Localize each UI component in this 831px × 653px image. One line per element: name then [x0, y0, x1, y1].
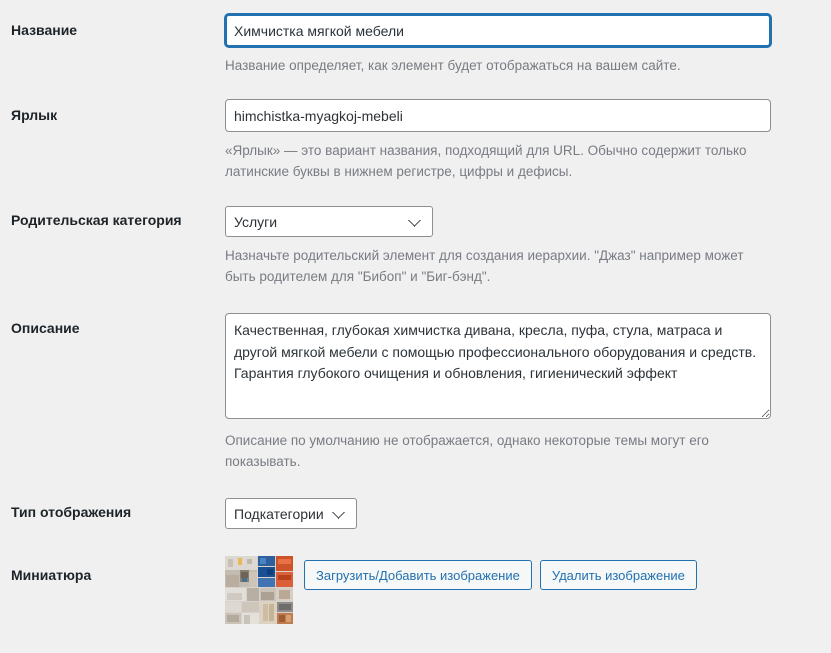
description-label-cell — [0, 313, 225, 339]
thumbnail-actions — [304, 556, 697, 590]
field-row-display-type — [0, 498, 831, 529]
title-label: Название — [11, 22, 78, 38]
parent-label-cell — [0, 206, 225, 231]
display-type-label: Тип отображения — [11, 504, 132, 520]
thumbnail-label-cell — [0, 556, 225, 586]
description-field-cell — [225, 313, 831, 473]
remove-image-button[interactable]: Удалить изображение — [540, 560, 697, 590]
slug-input[interactable] — [225, 99, 771, 132]
title-input[interactable] — [225, 14, 771, 47]
parent-field-cell — [225, 206, 831, 288]
thumbnail-field-cell — [225, 556, 831, 624]
display-type-label-cell — [0, 498, 225, 523]
title-label-cell — [0, 14, 225, 41]
slug-label: Ярлык — [11, 107, 58, 123]
thumbnail-image — [225, 556, 293, 624]
thumbnail-label: Миниатюра — [11, 567, 92, 583]
thumbnail-row — [225, 556, 771, 624]
field-row-parent — [0, 206, 831, 288]
description-help-text: Описание по умолчанию не отображается, однако некоторые темы могут его показывать. — [225, 433, 709, 469]
field-row-thumbnail — [0, 556, 831, 624]
description-label: Описание — [11, 320, 80, 336]
slug-help-text: «Ярлык» — это вариант названия, подходящий для URL. Обычно содержит только латинские буквы в нижнем регистре, цифры и дефисы. — [225, 143, 747, 179]
title-help-text: Название определяет, как элемент будет отображаться на вашем сайте. — [225, 58, 681, 73]
display-type-field-cell — [225, 498, 831, 529]
parent-label: Родительская категория — [11, 212, 182, 228]
upload-image-button[interactable]: Загрузить/Добавить изображение — [304, 560, 532, 590]
parent-category-select[interactable] — [225, 206, 433, 237]
title-field-cell — [225, 14, 831, 77]
field-row-slug — [0, 99, 831, 183]
parent-help-text: Назначьте родительский элемент для создания иерархии. "Джаз" например может быть родителем для "Бибоп" и "Биг-бэнд". — [225, 248, 744, 284]
field-row-description — [0, 313, 831, 473]
display-type-select[interactable] — [225, 498, 357, 529]
slug-label-cell — [0, 99, 225, 126]
field-row-title — [0, 14, 831, 77]
description-textarea[interactable] — [225, 313, 771, 419]
slug-field-cell — [225, 99, 831, 183]
